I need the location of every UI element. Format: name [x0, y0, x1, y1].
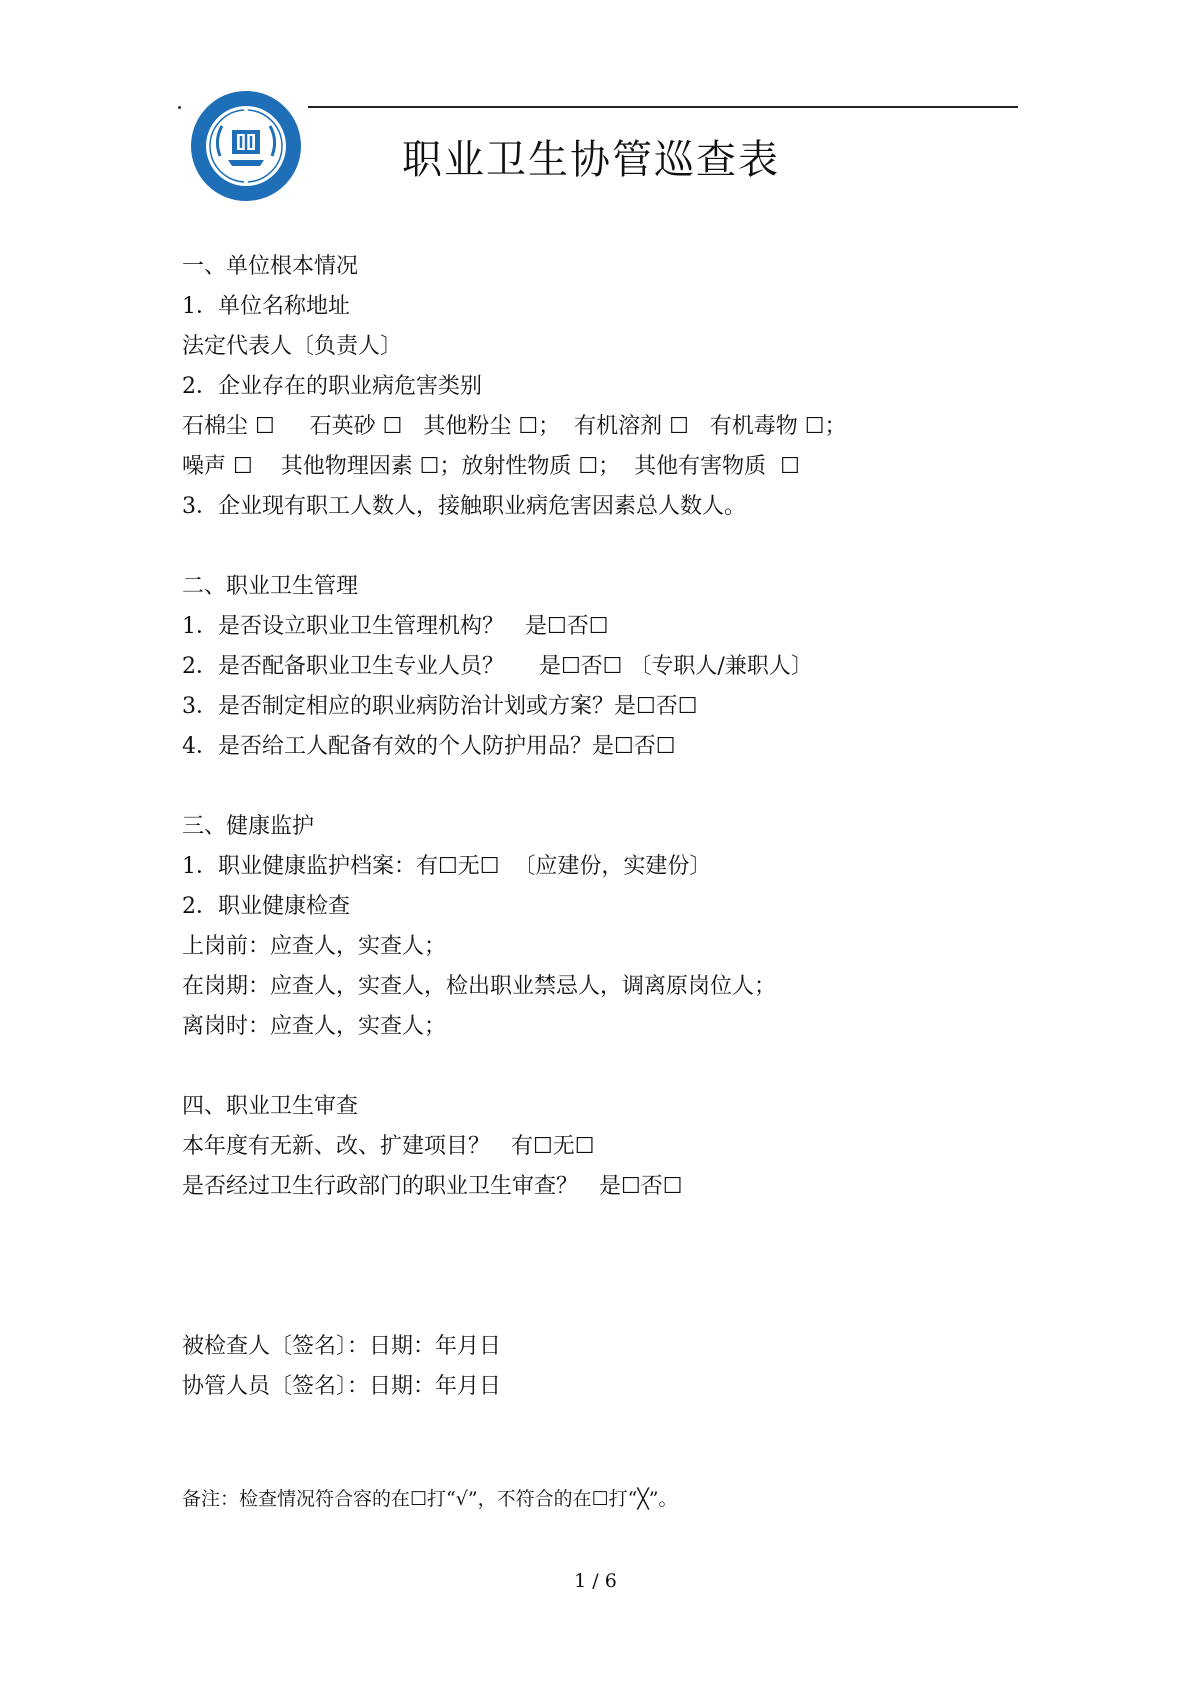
yes-no-question[interactable]: 4．是否给工人配备有效的个人防护用品？是☐否☐: [182, 734, 676, 759]
yes-no-question[interactable]: 2．是否配备职业卫生专业人员？ 是☐否☐ 〔专职人/兼职人〕: [182, 654, 813, 679]
health-inspection-logo: [190, 90, 302, 202]
signature-block: [182, 1327, 1042, 1407]
hazard-checkbox-line[interactable]: 噪声 ☐ 其他物理因素 ☐；放射性物质 ☐； 其他有害物质 ☐: [182, 454, 800, 479]
section-review: [182, 1087, 1042, 1207]
section-heading: 二、职业卫生管理: [182, 574, 359, 599]
form-line: 2．职业健康检查: [182, 894, 350, 919]
form-line: 2．企业存在的职业病危害类别: [182, 374, 482, 399]
section-heading: 四、职业卫生审查: [182, 1094, 359, 1119]
page-number: 1 / 6: [574, 1570, 617, 1592]
section-heading: 三、健康监护: [182, 814, 315, 839]
form-line: 1．单位名称地址: [182, 294, 350, 319]
form-line: 3．企业现有职工人数人，接触职业病危害因素总人数人。: [182, 494, 746, 519]
yes-no-question[interactable]: 本年度有无新、改、扩建项目？ 有☐无☐: [182, 1134, 595, 1159]
header-rule: [308, 106, 1018, 108]
form-title: 职业卫生协管巡查表: [402, 137, 780, 183]
section-heading: 一、单位根本情况: [182, 254, 359, 279]
form-line: 法定代表人〔负责人〕: [182, 334, 403, 359]
section-health-monitoring: [182, 807, 1042, 1047]
footnote: 备注：检查情况符合容的在☐打“√”，不符合的在☐打“╳”。: [182, 1488, 678, 1510]
section-basic-info: [182, 247, 1042, 527]
inspector-signature-line[interactable]: 协管人员〔签名〕：日期：年月日: [182, 1374, 502, 1399]
yes-no-question[interactable]: 1．职业健康监护档案：有☐无☐ 〔应建份，实建份〕: [182, 854, 712, 879]
yes-no-question[interactable]: 是否经过卫生行政部门的职业卫生审查？ 是☐否☐: [182, 1174, 683, 1199]
form-line: 在岗期：应查人，实查人，检出职业禁忌人，调离原岗位人；: [182, 974, 777, 999]
hazard-checkbox-line[interactable]: 石棉尘 ☐ 石英砂 ☐ 其他粉尘 ☐； 有机溶剂 ☐ 有机毒物 ☐；: [182, 414, 847, 439]
yes-no-question[interactable]: 3．是否制定相应的职业病防治计划或方案？是☐否☐: [182, 694, 698, 719]
form-body: [182, 247, 1042, 1407]
yes-no-question[interactable]: 1．是否设立职业卫生管理机构？ 是☐否☐: [182, 614, 609, 639]
section-management: [182, 567, 1042, 767]
inspected-signature-line[interactable]: 被检查人〔签名〕：日期：年月日: [182, 1334, 502, 1359]
form-line: 上岗前：应查人，实查人；: [182, 934, 447, 959]
header-dot: [178, 106, 181, 109]
form-line: 离岗时：应查人，实查人；: [182, 1014, 447, 1039]
